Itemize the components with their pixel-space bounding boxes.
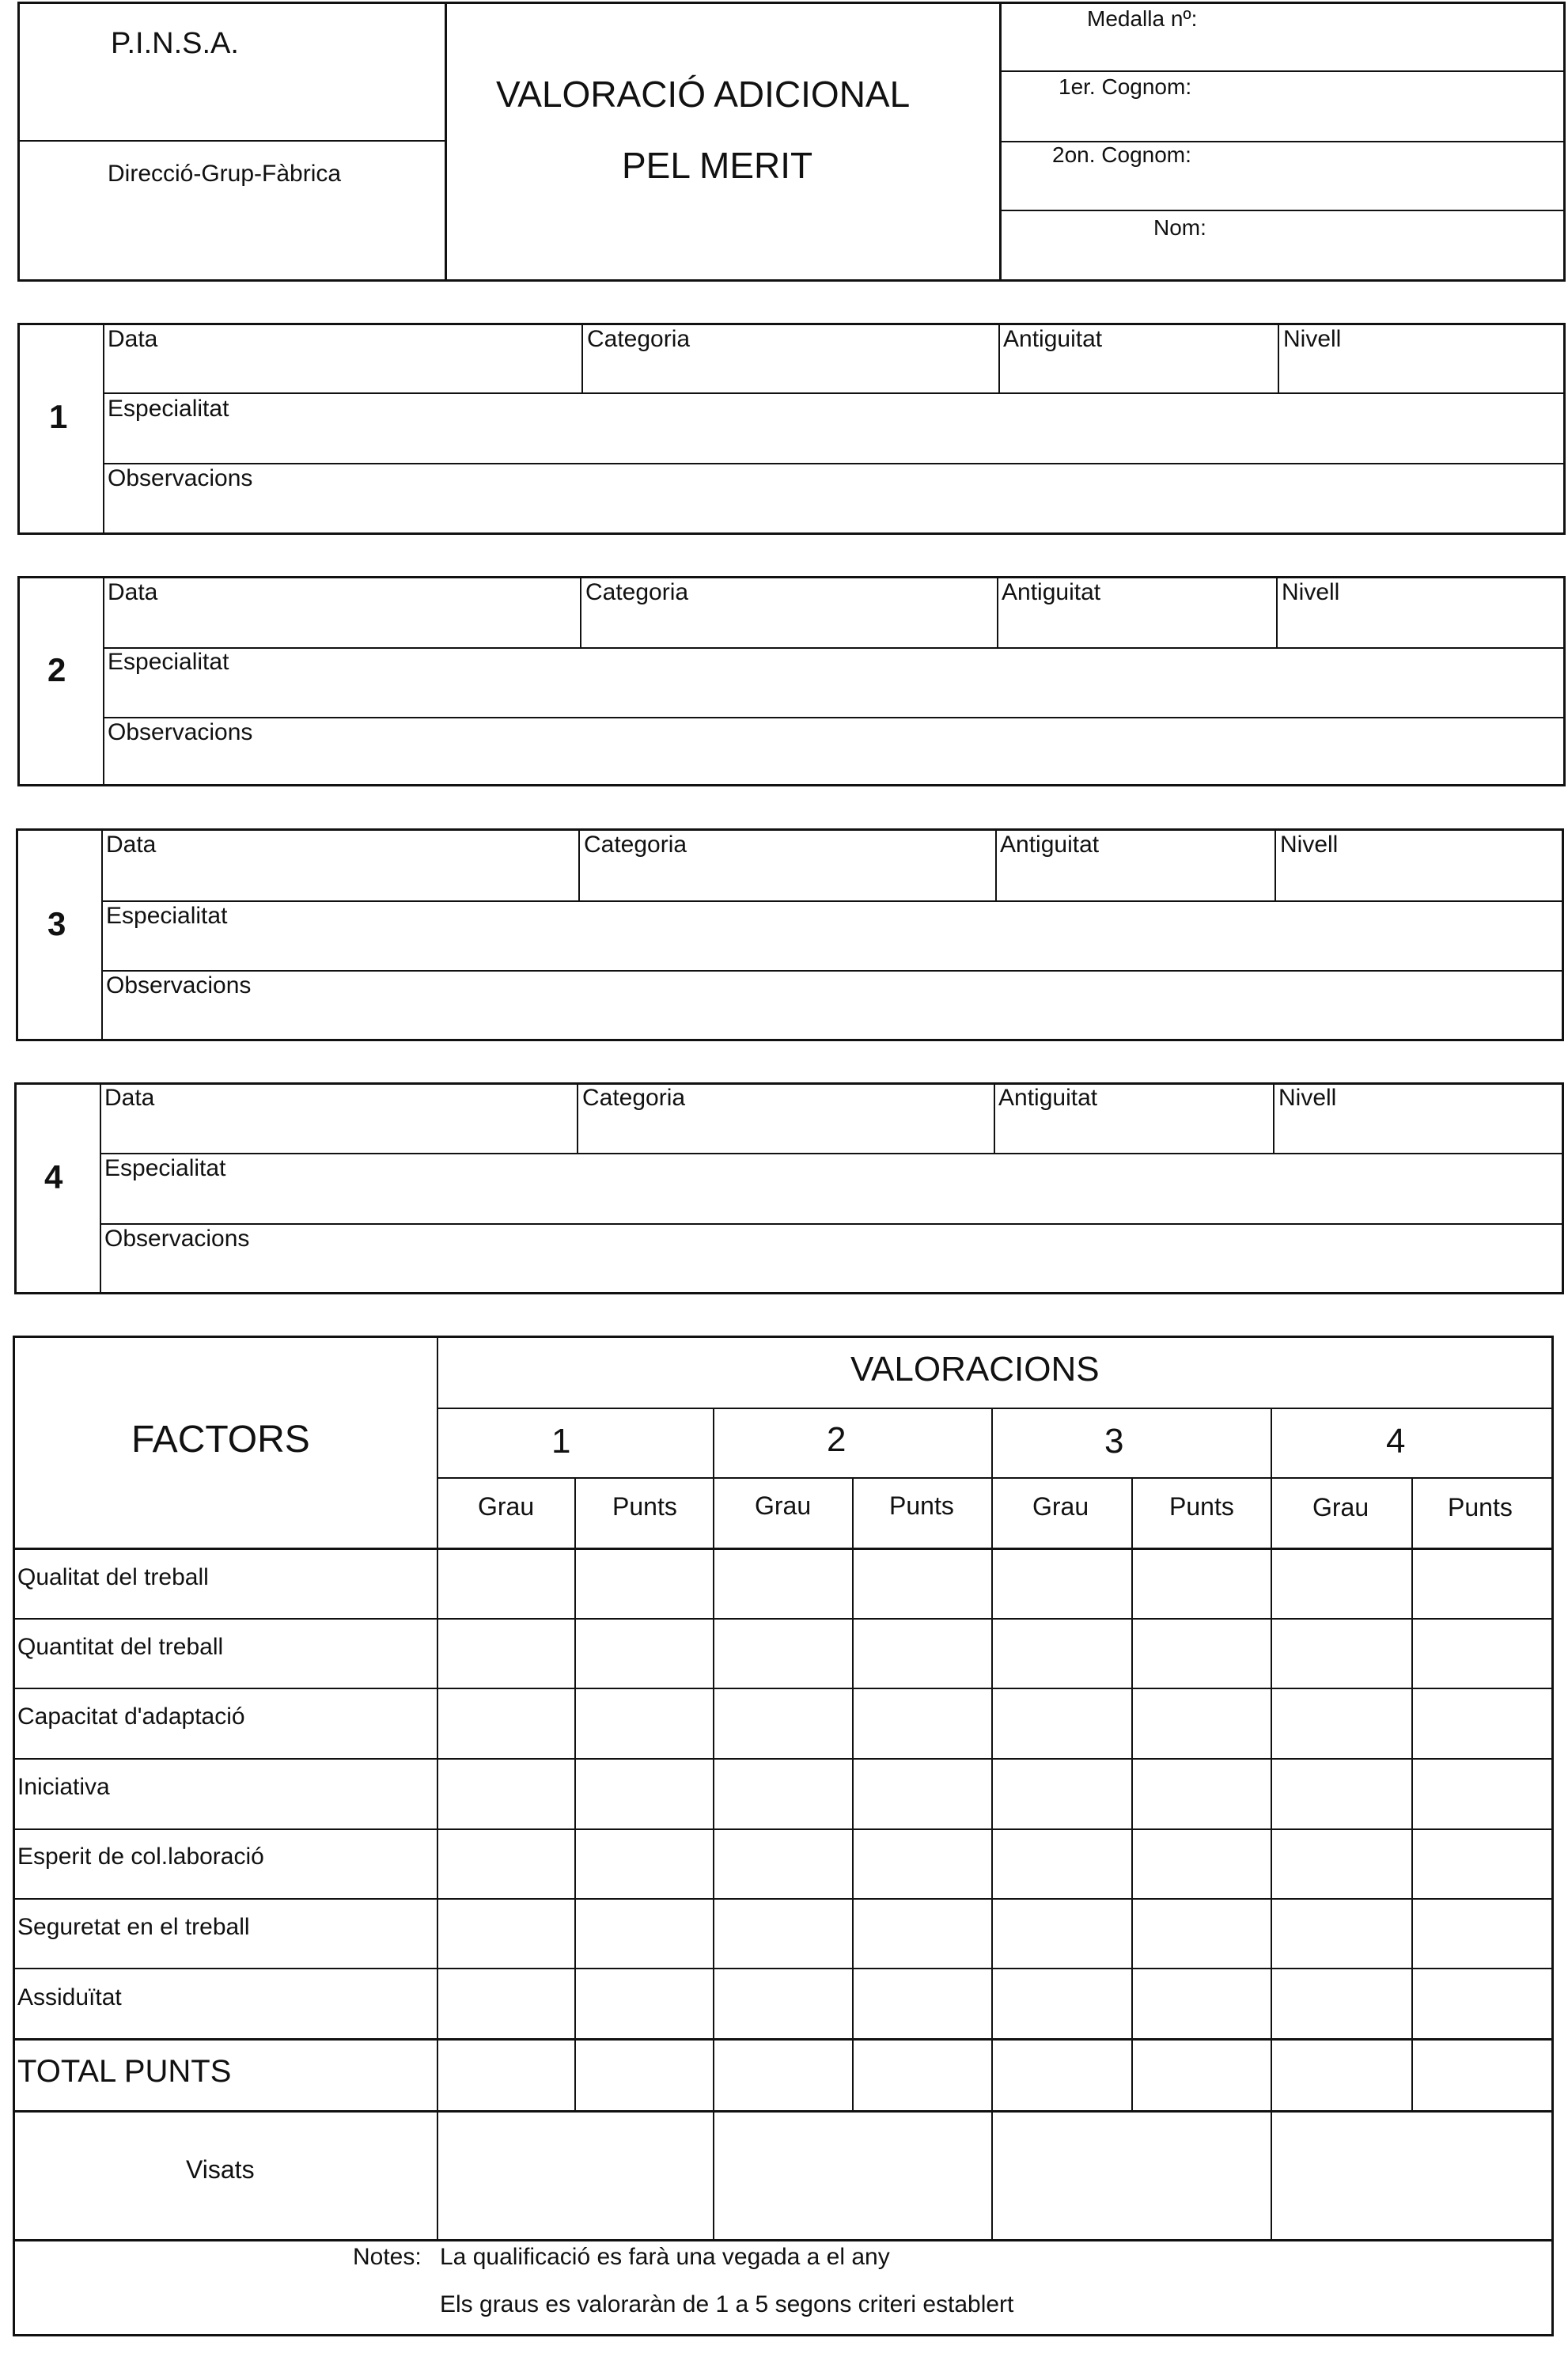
section-2-observacions-field[interactable]: Observacions bbox=[108, 719, 253, 745]
factors-divider bbox=[437, 1336, 438, 2239]
row-line-total bbox=[13, 2110, 1554, 2113]
column-4-header: 4 bbox=[1386, 1422, 1406, 1461]
section-2-number-divider bbox=[103, 576, 104, 786]
punts-header-1: Punts bbox=[612, 1492, 677, 1521]
section-2-especialitat-field[interactable]: Especialitat bbox=[108, 649, 229, 675]
group-divider-3 bbox=[991, 1408, 993, 2239]
section-3-div-cat bbox=[578, 828, 580, 900]
section-2-antiguitat-field[interactable]: Antiguitat bbox=[1002, 579, 1101, 605]
section-1-especialitat-field[interactable]: Especialitat bbox=[108, 396, 229, 422]
header-bottom-line bbox=[13, 1548, 1554, 1550]
section-4-nivell-field[interactable]: Nivell bbox=[1278, 1085, 1337, 1111]
section-4-div-niv bbox=[1273, 1082, 1274, 1153]
valoracions-header: VALORACIONS bbox=[850, 1350, 1100, 1389]
grau-header-1: Grau bbox=[478, 1492, 535, 1521]
department-label: Direcció-Grup-Fàbrica bbox=[108, 161, 342, 187]
second-surname-field[interactable]: 2on. Cognom: bbox=[1052, 142, 1191, 167]
total-points-label: TOTAL PUNTS bbox=[17, 2054, 232, 2089]
section-2-categoria-field[interactable]: Categoria bbox=[585, 579, 689, 605]
section-1-div-cat bbox=[581, 323, 583, 392]
section-3-observacions-field[interactable]: Observacions bbox=[106, 972, 252, 999]
grau-header-4: Grau bbox=[1312, 1493, 1369, 1521]
first-surname-field[interactable]: 1er. Cognom: bbox=[1059, 74, 1192, 99]
section-2-div-ant bbox=[997, 576, 998, 647]
section-4-categoria-field[interactable]: Categoria bbox=[582, 1085, 686, 1111]
section-4-especialitat-field[interactable]: Especialitat bbox=[104, 1155, 226, 1181]
factor-adaptability: Capacitat d'adaptació bbox=[17, 1703, 245, 1730]
sub-divider-4 bbox=[1411, 1477, 1413, 2110]
section-2-line-b bbox=[103, 717, 1566, 718]
section-2-data-field[interactable]: Data bbox=[108, 579, 158, 605]
factor-quality: Qualitat del treball bbox=[17, 1564, 209, 1590]
row-line-6 bbox=[13, 1968, 1554, 1969]
column-1-header: 1 bbox=[551, 1422, 571, 1461]
columns-underline bbox=[437, 1477, 1554, 1479]
form-title-line1: VALORACIÓ ADICIONAL bbox=[496, 74, 911, 115]
row-line-2 bbox=[13, 1688, 1554, 1689]
row-line-1 bbox=[13, 1618, 1554, 1620]
section-4-observacions-field[interactable]: Observacions bbox=[104, 1226, 250, 1252]
section-3-data-field[interactable]: Data bbox=[106, 832, 157, 858]
section-3-div-niv bbox=[1274, 828, 1276, 900]
section-1-box bbox=[17, 323, 1566, 535]
section-1-antiguitat-field[interactable]: Antiguitat bbox=[1003, 326, 1103, 352]
section-2-nivell-field[interactable]: Nivell bbox=[1282, 579, 1340, 605]
section-1-nivell-field[interactable]: Nivell bbox=[1283, 326, 1342, 352]
section-4-line-a bbox=[100, 1153, 1564, 1154]
section-3-div-ant bbox=[995, 828, 997, 900]
section-3-line-b bbox=[101, 970, 1564, 972]
section-2-line-a bbox=[103, 647, 1566, 649]
group-divider-2 bbox=[713, 1408, 714, 2239]
medalla-field[interactable]: Medalla nº: bbox=[1087, 6, 1198, 31]
section-4-box bbox=[14, 1082, 1564, 1294]
form-title-line2: PEL MERIT bbox=[622, 145, 813, 186]
factor-safety: Seguretat en el treball bbox=[17, 1914, 250, 1940]
section-4-number: 4 bbox=[44, 1158, 63, 1196]
notes-line-2: Els graus es valoraràn de 1 a 5 segons criteri establert bbox=[440, 2291, 1014, 2317]
section-1-categoria-field[interactable]: Categoria bbox=[587, 326, 691, 352]
header-field-line-1 bbox=[999, 70, 1566, 72]
section-1-data-field[interactable]: Data bbox=[108, 326, 158, 352]
section-4-data-field[interactable]: Data bbox=[104, 1085, 155, 1111]
section-2-box bbox=[17, 576, 1566, 786]
factor-attendance: Assiduïtat bbox=[17, 1984, 122, 2010]
section-1-line-a bbox=[103, 392, 1566, 394]
column-2-header: 2 bbox=[827, 1420, 846, 1459]
section-1-line-b bbox=[103, 463, 1566, 464]
section-1-div-ant bbox=[998, 323, 1000, 392]
row-line-7 bbox=[13, 2038, 1554, 2041]
header-left-divider bbox=[17, 140, 445, 142]
section-3-line-a bbox=[101, 900, 1564, 902]
section-3-categoria-field[interactable]: Categoria bbox=[584, 832, 687, 858]
row-line-3 bbox=[13, 1758, 1554, 1760]
name-field[interactable]: Nom: bbox=[1153, 215, 1206, 240]
section-3-box bbox=[16, 828, 1564, 1041]
section-3-antiguitat-field[interactable]: Antiguitat bbox=[1000, 832, 1100, 858]
notes-line-1: La qualificació es farà una vegada a el any bbox=[440, 2244, 890, 2270]
section-3-number-divider bbox=[101, 828, 103, 1041]
group-divider-4 bbox=[1271, 1408, 1272, 2239]
punts-header-4: Punts bbox=[1448, 1493, 1513, 1521]
row-line-5 bbox=[13, 1898, 1554, 1900]
section-2-number: 2 bbox=[47, 651, 66, 688]
valoracions-underline bbox=[437, 1408, 1554, 1409]
header-field-line-3 bbox=[999, 210, 1566, 211]
section-4-line-b bbox=[100, 1223, 1564, 1225]
section-1-div-niv bbox=[1278, 323, 1279, 392]
factors-header: FACTORS bbox=[131, 1419, 310, 1461]
section-4-div-ant bbox=[994, 1082, 995, 1153]
sub-divider-1 bbox=[574, 1477, 576, 2110]
header-divider-left bbox=[445, 2, 447, 282]
grau-header-3: Grau bbox=[1032, 1492, 1089, 1521]
company-name: P.I.N.S.A. bbox=[111, 27, 239, 60]
column-3-header: 3 bbox=[1104, 1422, 1124, 1461]
sub-divider-2 bbox=[852, 1477, 854, 2110]
section-2-div-cat bbox=[580, 576, 581, 647]
punts-header-2: Punts bbox=[889, 1491, 954, 1520]
factor-quantity: Quantitat del treball bbox=[17, 1634, 224, 1660]
section-3-number: 3 bbox=[47, 905, 66, 942]
grau-header-2: Grau bbox=[755, 1491, 812, 1520]
section-4-antiguitat-field[interactable]: Antiguitat bbox=[998, 1085, 1098, 1111]
section-2-div-niv bbox=[1276, 576, 1278, 647]
visats-label: Visats bbox=[186, 2155, 255, 2184]
section-3-especialitat-field[interactable]: Especialitat bbox=[106, 903, 228, 929]
valuation-table bbox=[13, 1336, 1554, 2336]
factor-collaboration: Esperit de col.laboració bbox=[17, 1844, 264, 1870]
section-1-number: 1 bbox=[49, 398, 68, 435]
section-1-observacions-field[interactable]: Observacions bbox=[108, 465, 253, 491]
row-line-4 bbox=[13, 1828, 1554, 1830]
section-4-div-cat bbox=[577, 1082, 578, 1153]
punts-header-3: Punts bbox=[1169, 1492, 1234, 1521]
section-1-number-divider bbox=[103, 323, 104, 535]
notes-label: Notes: bbox=[353, 2244, 422, 2270]
sub-divider-3 bbox=[1131, 1477, 1133, 2110]
row-line-visats bbox=[13, 2239, 1554, 2241]
section-3-nivell-field[interactable]: Nivell bbox=[1280, 832, 1339, 858]
factor-initiative: Iniciativa bbox=[17, 1774, 110, 1800]
section-4-number-divider bbox=[100, 1082, 101, 1294]
